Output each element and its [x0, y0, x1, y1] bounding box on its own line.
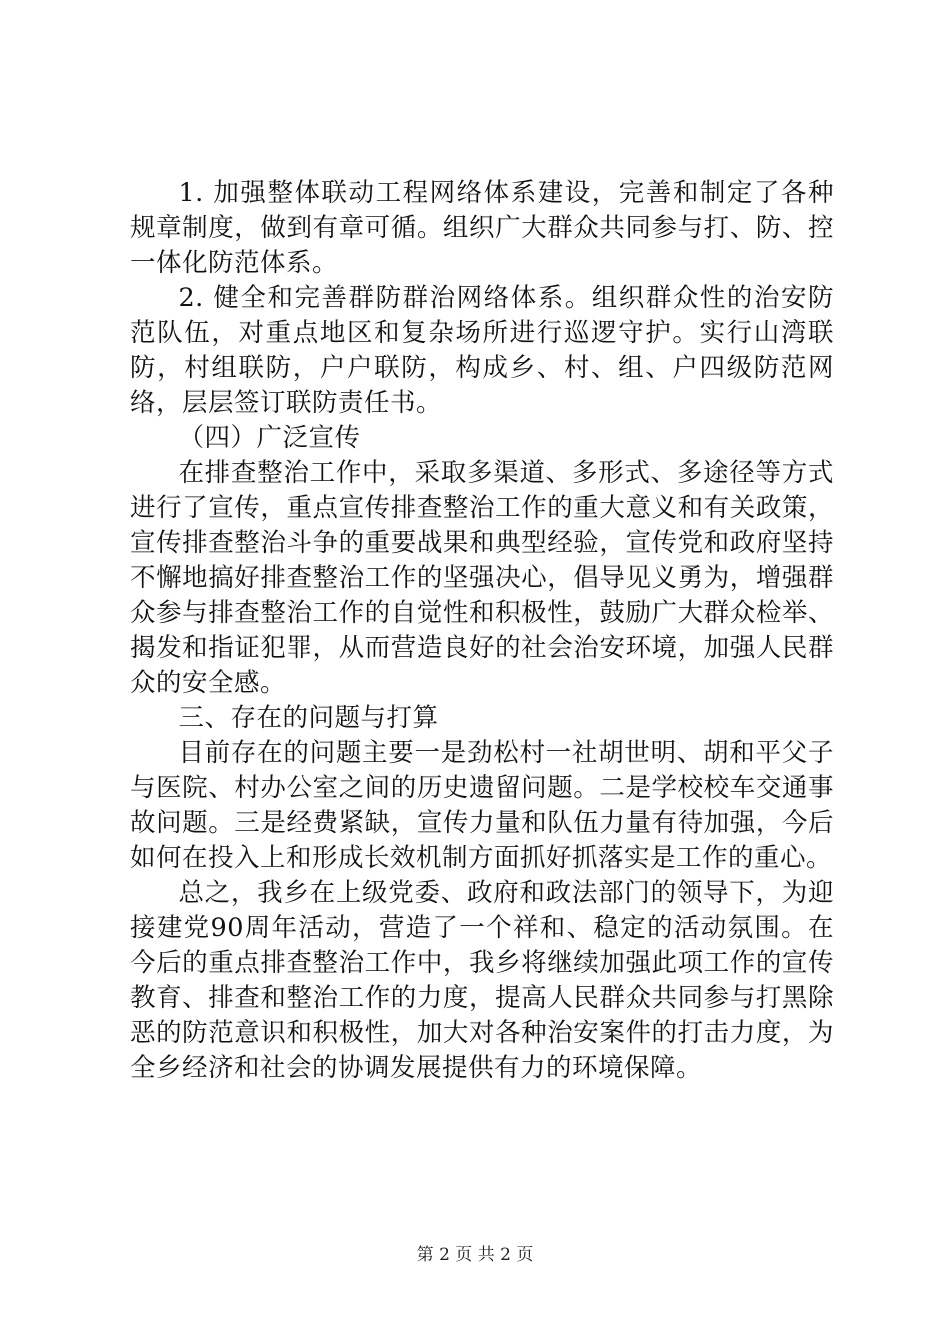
- paragraph-item-1: 1. 加强整体联动工程网络体系建设，完善和制定了各种规章制度，做到有章可循。组织广大群众共同参与打、防、控一体化防范体系。: [130, 178, 834, 278]
- section-heading-publicity: （四）广泛宣传: [178, 423, 361, 453]
- page-number-footer: 第 2 页 共 2 页: [416, 1245, 534, 1265]
- document-body: [130, 176, 834, 1086]
- paragraph-summary: 总之，我乡在上级党委、政府和政法部门的领导下，为迎接建党90周年活动，营造了一个祥和、稳定的活动氛围。在今后的重点排查整治工作中，我乡将继续加强此项工作的宣传教育、排查和整治工作的力度，提高人民群众共同参与打黑除恶的防范意识和积极性，加大对各种治安案件的打击力度，为全乡经济和社会的协调发展提供有力的环境保障。: [130, 878, 834, 1083]
- paragraph-item-2: 2. 健全和完善群防群治网络体系。组织群众性的治安防范队伍，对重点地区和复杂场所进行巡逻守护。实行山湾联防，村组联防，户户联防，构成乡、村、组、户四级防范网络，层层签订联防责任书。: [130, 283, 834, 418]
- paragraph-problems: 目前存在的问题主要一是劲松村一社胡世明、胡和平父子与医院、村办公室之间的历史遗留问题。二是学校校车交通事故问题。三是经费紧缺，宣传力量和队伍力量有待加强，今后如何在投入上和形成长效机制方面抓好抓落实是工作的重心。: [130, 738, 834, 873]
- section-heading-problems: 三、存在的问题与打算: [178, 703, 439, 733]
- paragraph-publicity: 在排查整治工作中，采取多渠道、多形式、多途径等方式进行了宣传，重点宣传排查整治工作的重大意义和有关政策，宣传排查整治斗争的重要战果和典型经验，宣传党和政府坚持不懈地搞好排查整治工作的坚强决心，倡导见义勇为，增强群众参与排查整治工作的自觉性和积极性，鼓励广大群众检举、揭发和指证犯罪，从而营造良好的社会治安环境，加强人民群众的安全感。: [130, 458, 834, 698]
